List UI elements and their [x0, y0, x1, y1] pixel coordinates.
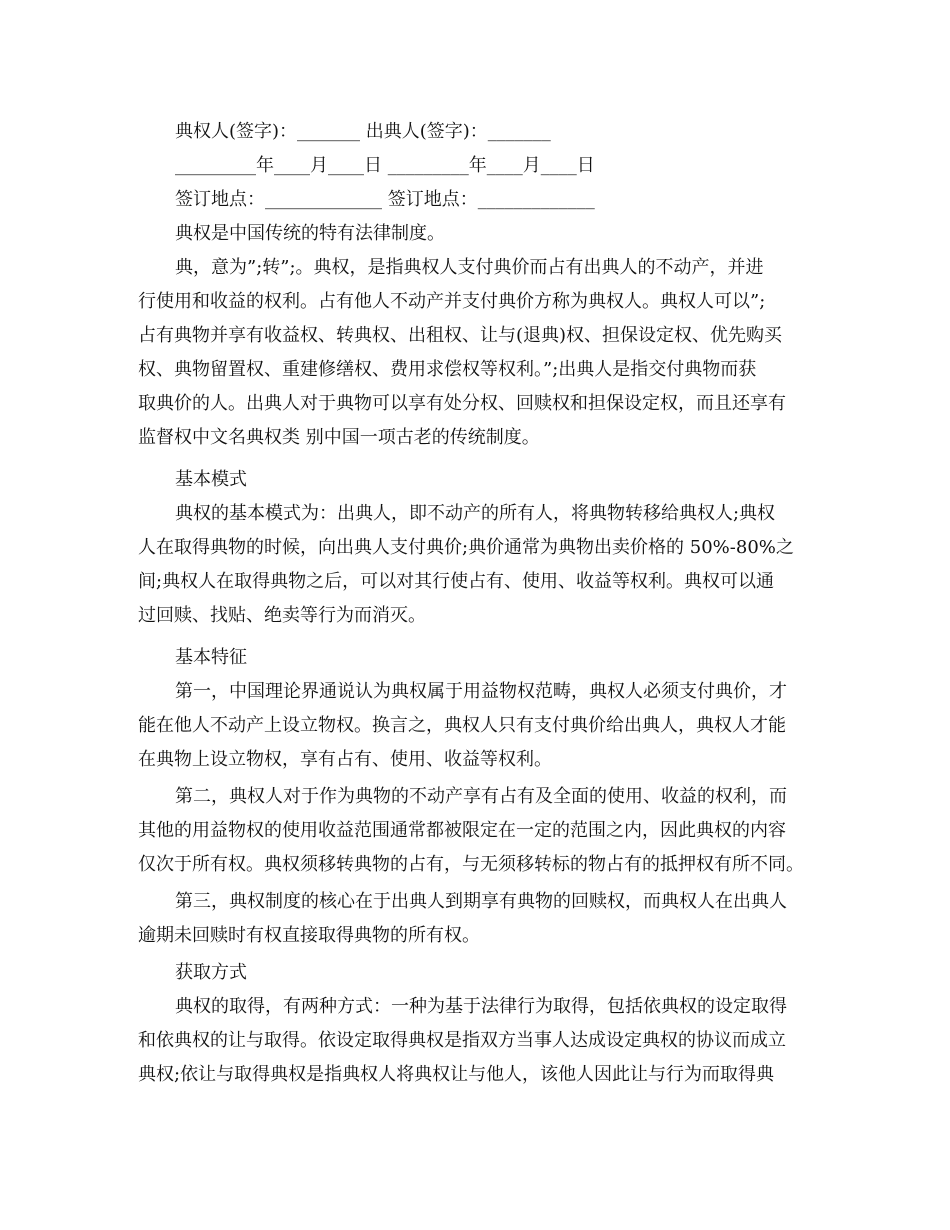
paragraph-line: 第二，典权人对于作为典物的不动产享有占有及全面的使用、收益的权利，而	[175, 786, 787, 807]
paragraph-line: 权、典物留置权、重建修缮权、费用求偿权等权利。”;出典人是指交付典物而获	[138, 359, 757, 380]
intro-sentence: 典权是中国传统的特有法律制度。	[175, 223, 445, 244]
paragraph-line: 过回赎、找贴、绝卖等行为而消灭。	[138, 605, 426, 626]
section-heading: 获取方式	[175, 962, 247, 983]
paragraph-line: 典权的基本模式为：出典人，即不动产的所有人，将典物转移给典权人;典权	[175, 503, 776, 524]
section-heading: 基本模式	[175, 469, 247, 490]
paragraph-line: 和依典权的让与取得。依设定取得典权是指双方当事人达成设定典权的协议而成立	[138, 1030, 786, 1051]
paragraph-line: 能在他人不动产上设立物权。换言之，典权人只有支付典价给出典人，典权人才能	[138, 715, 786, 736]
paragraph-line: 取典价的人。出典人对于典物可以享有处分权、回赎权和担保设定权，而且还享有	[138, 393, 786, 414]
paragraph-line: 典，意为”;转”;。典权，是指典权人支付典价而占有出典人的不动产，并进	[175, 257, 764, 278]
signature-line: 典权人(签字)：_______ 出典人(签字)：_______	[175, 121, 551, 142]
paragraph-line: 间;典权人在取得典物之后，可以对其行使占有、使用、收益等权利。典权可以通	[138, 571, 775, 592]
paragraph-line: 典权;依让与取得典权是指典权人将典权让与他人，该他人因此让与行为而取得典	[138, 1064, 775, 1085]
section-heading: 基本特征	[175, 647, 247, 668]
signing-place-line: 签订地点：_____________ 签订地点：_____________	[175, 189, 595, 210]
paragraph-line: 仅次于所有权。典权须移转典物的占有，与无须移转标的物占有的抵押权有所不同。	[138, 854, 804, 875]
paragraph-line: 典权的取得，有两种方式：一种为基于法律行为取得，包括依典权的设定取得	[175, 996, 787, 1017]
paragraph-line: 监督权中文名典权类 别中国一项古老的传统制度。	[138, 427, 540, 448]
paragraph-line: 在典物上设立物权，享有占有、使用、收益等权利。	[138, 749, 552, 770]
paragraph-line: 其他的用益物权的使用收益范围通常都被限定在一定的范围之内，因此典权的内容	[138, 820, 786, 841]
paragraph-line: 第三，典权制度的核心在于出典人到期享有典物的回赎权，而典权人在出典人	[175, 891, 787, 912]
date-line: _________年____月____日 _________年____月____日	[175, 155, 595, 176]
paragraph-line: 人在取得典物的时候，向出典人支付典价;典价通常为典物出卖价格的 50%-80%之	[138, 537, 794, 558]
paragraph-line: 行使用和收益的权利。占有他人不动产并支付典价方称为典权人。典权人可以”;	[138, 291, 766, 312]
paragraph-line: 逾期未回赎时有权直接取得典物的所有权。	[138, 925, 480, 946]
paragraph-line: 占有典物并享有收益权、转典权、出租权、让与(退典)权、担保设定权、优先购买	[138, 325, 783, 346]
paragraph-line: 第一，中国理论界通说认为典权属于用益物权范畴，典权人必须支付典价，才	[175, 681, 787, 702]
